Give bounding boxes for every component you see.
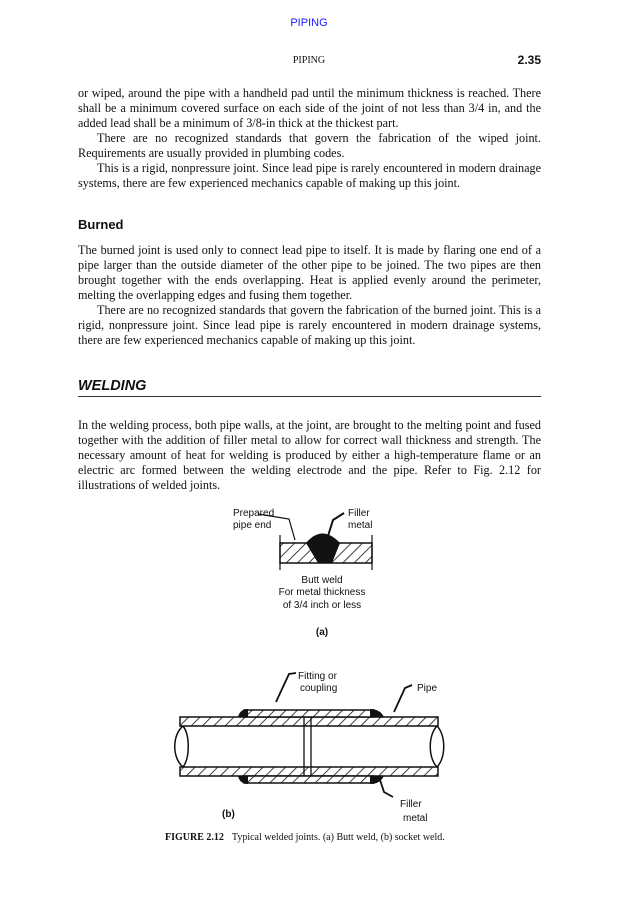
paragraph: There are no recognized standards that govern the fabrication of the burned joint. This is a rigid, nonpressure joint. Since lead pipe is rarely encountered in modern drainage systems, there are few experienced mechanics capable of making up this joint. — [78, 303, 541, 347]
paragraph: This is a rigid, nonpressure joint. Since lead pipe is rarely encountered in modern drainage systems, there are few experienced mechanics capable of making up this joint. — [78, 161, 541, 190]
label-filler: Filler — [348, 508, 370, 519]
section-heading-welding: WELDING — [78, 378, 541, 397]
butt-weld-desc: Butt weld — [301, 575, 343, 586]
paragraph: There are no recognized standards that govern the fabrication of the wiped joint. Requirements are usually provided in plumbing codes. — [78, 131, 541, 160]
label-pipe-end: pipe end — [233, 520, 272, 531]
document-title: PIPING — [290, 17, 328, 29]
section-heading-burned: Burned — [78, 217, 124, 232]
label-metal: metal — [403, 813, 428, 824]
figure-caption — [165, 831, 450, 844]
running-header: PIPING — [292, 55, 326, 66]
socket-weld-diagram — [175, 671, 444, 824]
caption-text: Typical welded joints. (a) Butt weld, (b) socket weld. — [231, 832, 445, 843]
figure-tag-a: (a) — [315, 627, 329, 638]
label-fitting: Fitting or — [298, 671, 337, 682]
label-prepared: Prepared — [233, 508, 275, 519]
butt-weld-desc: For metal thickness — [278, 587, 366, 598]
paragraph: The burned joint is used only to connect lead pipe to itself. It is made by flaring one end of a pipe larger than the outside diameter of the other pipe to be joined. The two pipes are then brought together with the ends overlapping. Heat is applied evenly around the perimeter, melting the overlapping edges and fusing them together. — [78, 243, 541, 302]
label-coupling: coupling — [300, 683, 338, 694]
label-metal: metal — [348, 520, 373, 531]
paragraph: In the welding process, both pipe walls, at the joint, are brought to the melting point and fused together with the addition of filler metal to allow for correct wall thickness and strength. The necessary amount of heat for welding is produced by either a high-temperature flame or an electric arc formed between the welding electrode and the pipe. Refer to Fig. 2.12 for illustrations of welded joints. — [78, 418, 541, 492]
butt-weld-desc: of 3/4 inch or less — [282, 600, 362, 611]
paragraph: or wiped, around the pipe with a handheld pad until the minimum thickness is reached. There shall be a minimum covered surface on each side of the joint of not less than 3/4 in, and the added lead shall be a minimum of 3/8-in thick at the thickest part. — [78, 86, 541, 130]
figure-number: FIGURE 2.12 — [165, 832, 224, 843]
page-number: 2.35 — [517, 53, 541, 67]
figure-tag-b: (b) — [222, 809, 235, 820]
butt-weld-diagram — [233, 508, 372, 638]
label-pipe: Pipe — [417, 683, 438, 694]
label-filler: Filler — [400, 799, 422, 810]
